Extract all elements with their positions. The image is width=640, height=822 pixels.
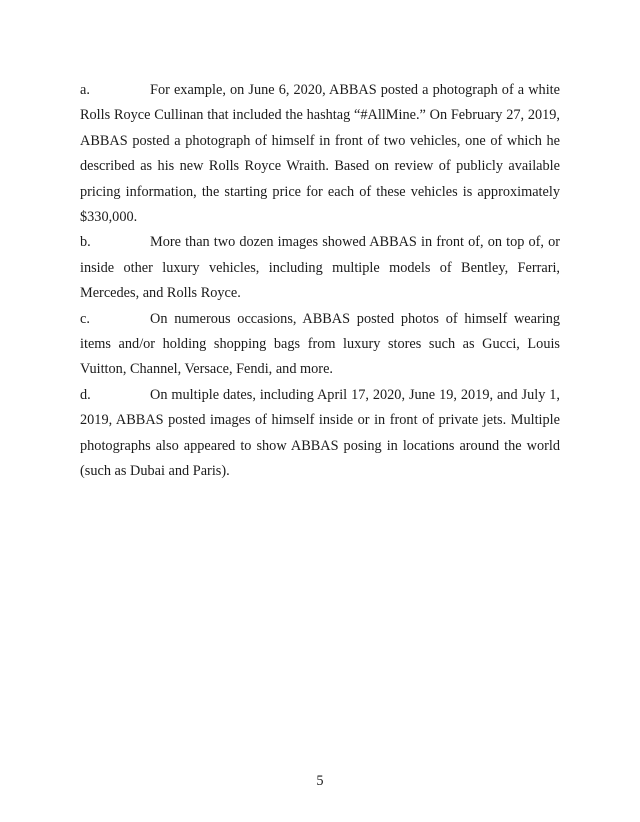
paragraph-b <box>80 230 560 306</box>
paragraph-c-marker: c. <box>80 310 90 327</box>
paragraph-b-text: More than two dozen images showed ABBAS in front of, on top of, or inside other luxury vehicles, including multiple models of Bentley, Ferrari, Mercedes, and Rolls Royce. <box>80 234 560 302</box>
paragraph-d <box>80 383 560 485</box>
document-body <box>80 78 560 485</box>
paragraph-a-marker: a. <box>80 82 90 98</box>
page-number: 5 <box>316 773 324 789</box>
paragraph-a <box>80 78 560 230</box>
paragraph-b-marker: b. <box>80 234 91 251</box>
paragraph-c-text: On numerous occasions, ABBAS posted photos of himself wearing items and/or holding shopping bags from luxury stores such as Gucci, Louis Vuitton, Channel, Versace, Fendi, and more. <box>80 310 560 378</box>
paragraph-d-text: On multiple dates, including April 17, 2020, June 19, 2019, and July 1, 2019, ABBAS posted images of himself inside or in front of private jets. Multiple photographs also appeared to show ABBAS posing in locations around the world (such as Dubai and Paris). <box>80 386 560 480</box>
paragraph-a-text: For example, on June 6, 2020, ABBAS posted a photograph of a white Rolls Royce Cullinan that included the hashtag “#AllMine.” On February 27, 2019, ABBAS posted a photograph of himself in front of two vehicles, one of which he described as his new Rolls Royce Wraith. Based on review of publicly available pricing information, the starting price for each of these vehicles is approximately $330,000. <box>80 82 560 226</box>
paragraph-c <box>80 307 560 383</box>
paragraph-d-marker: d. <box>80 386 91 403</box>
